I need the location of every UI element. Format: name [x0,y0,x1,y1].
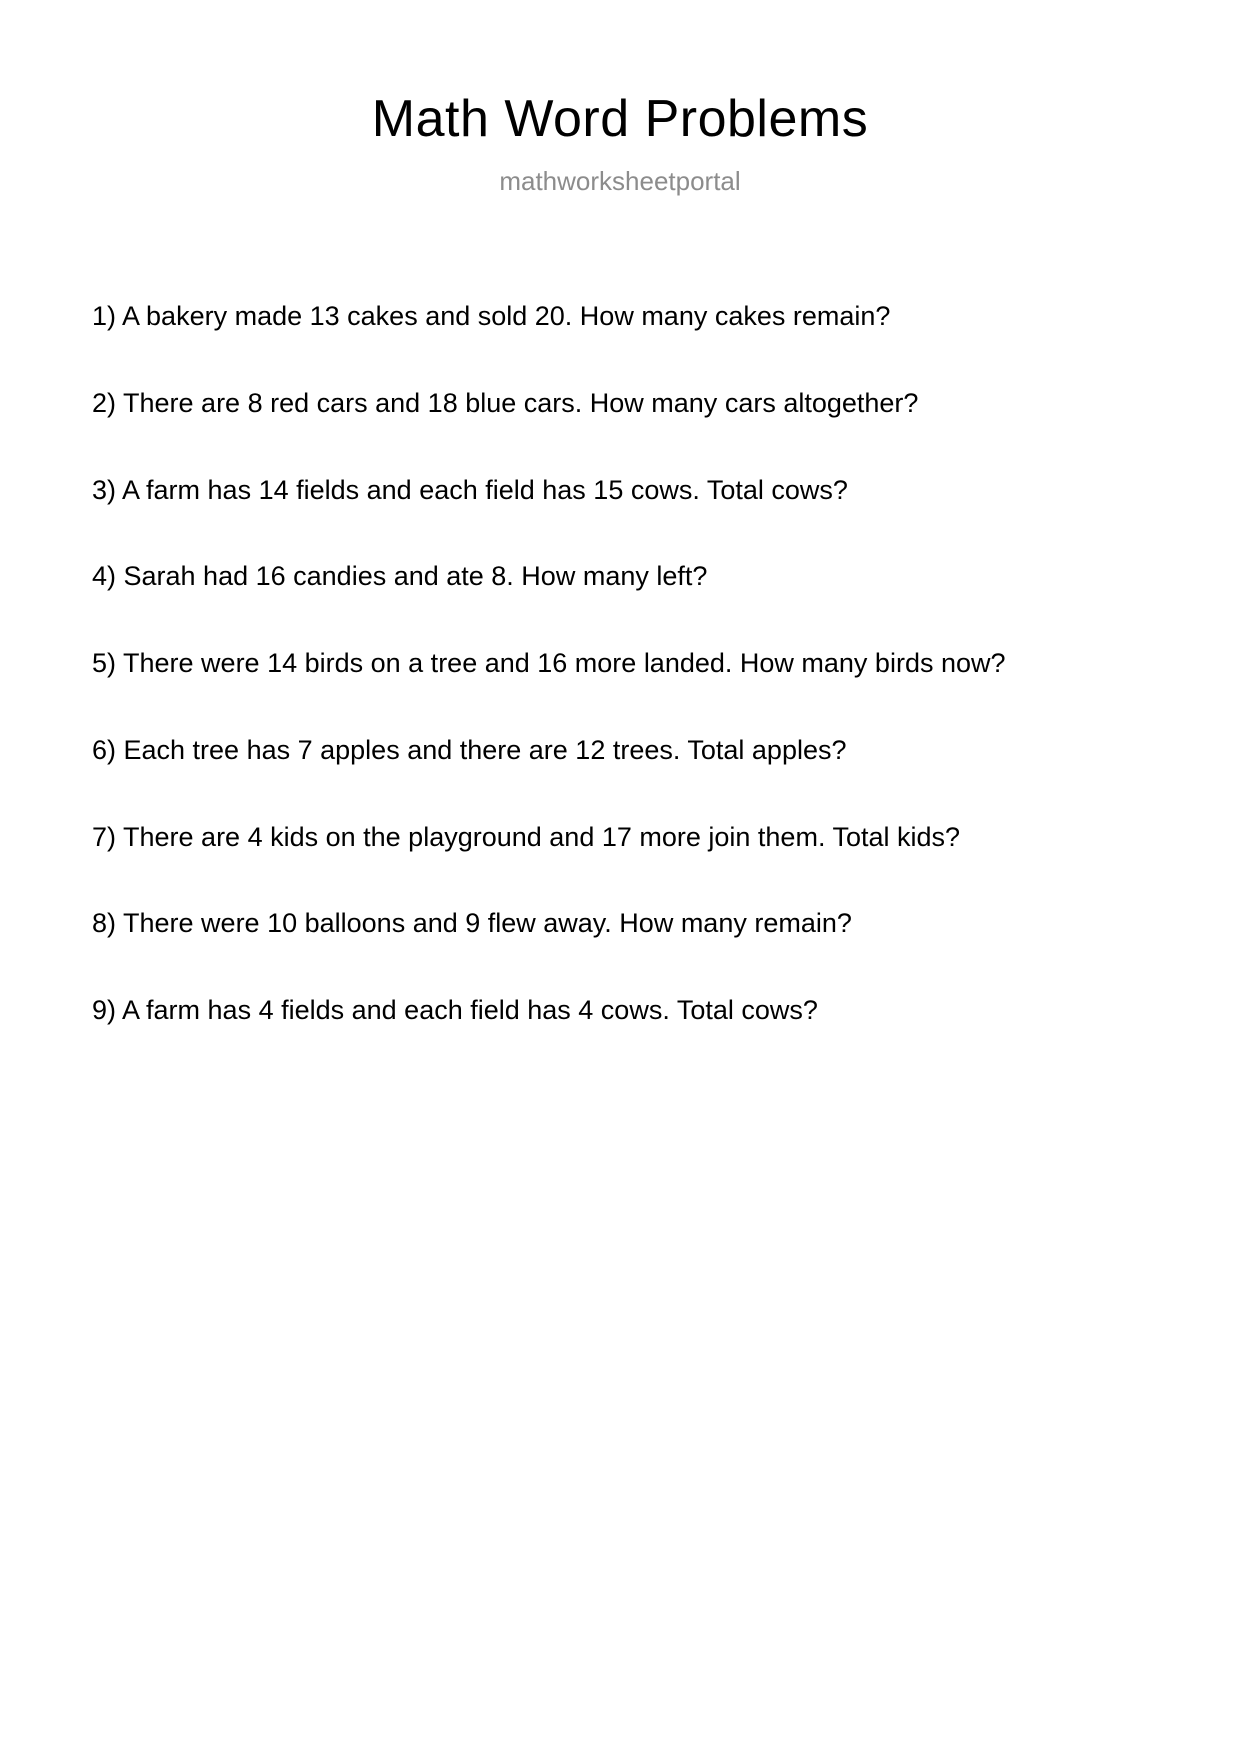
list-item: 5) There were 14 birds on a tree and 16 more landed. How many birds now? [92,648,1006,678]
list-item: 1) A bakery made 13 cakes and sold 20. How many cakes remain? [92,301,891,331]
list-item: 7) There are 4 kids on the playground and 17 more join them. Total kids? [92,821,961,852]
list-item: 4) Sarah had 16 candies and ate 8. How many left? [92,561,708,592]
page-subtitle: mathworksheetportal [499,166,741,197]
page-title: Math Word Problems [371,90,869,148]
list-item: 3) A farm has 14 fields and each field has 15 cows. Total cows? [92,474,848,505]
list-item: 2) There are 8 red cars and 18 blue cars. How many cars altogether? [92,387,919,418]
list-item: 8) There were 10 balloons and 9 flew away. How many remain? [92,908,852,939]
list-item: 6) Each tree has 7 apples and there are 12 trees. Total apples? [92,734,847,765]
list-item: 9) A farm has 4 fields and each field has 4 cows. Total cows? [92,995,818,1025]
problem-list [92,300,1240,1081]
